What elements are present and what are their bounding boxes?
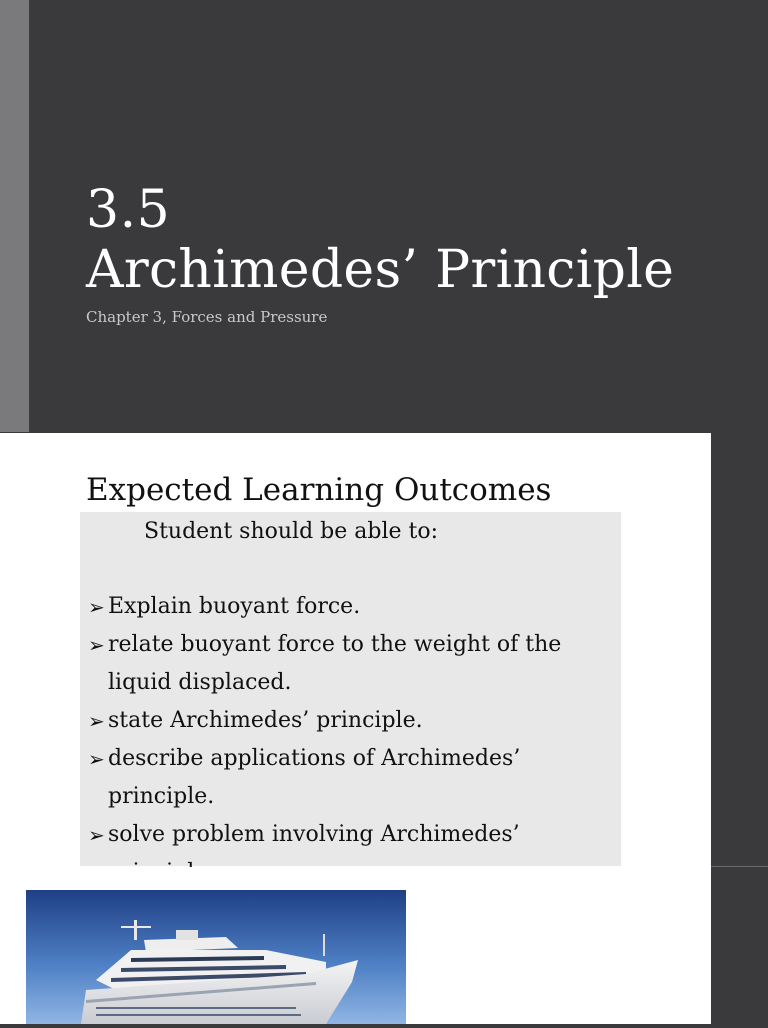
outcome-item: ➢ state Archimedes’ principle.: [88, 702, 608, 740]
slide-divider: [711, 866, 768, 867]
slide-title: Archimedes’ Principle: [86, 240, 675, 300]
slide-subtitle: Chapter 3, Forces and Pressure: [86, 308, 328, 326]
arrow-bullet-icon: ➢: [88, 747, 105, 771]
arrow-bullet-icon: ➢: [88, 823, 105, 847]
outcome-item: ➢ relate buoyant force to the weight of the liquid displaced.: [88, 626, 608, 702]
outcome-item: ➢ Explain buoyant force.: [88, 588, 608, 626]
cruise-ship-image: [26, 890, 406, 1024]
outcomes-box: [80, 512, 621, 866]
outcomes-intro: Student should be able to:: [144, 519, 439, 544]
title-accent-bar: [0, 0, 29, 432]
outcome-item: ➢ solve problem involving Archimedes’: [88, 816, 608, 892]
arrow-bullet-icon: ➢: [88, 633, 105, 657]
arrow-bullet-icon: ➢: [88, 595, 105, 619]
section-number: 3.5: [86, 180, 171, 240]
outcome-item: ➢ describe applications of Archimedes’ principle.: [88, 740, 608, 816]
outcomes-heading: Expected Learning Outcomes: [86, 472, 552, 508]
arrow-bullet-icon: ➢: [88, 709, 105, 733]
